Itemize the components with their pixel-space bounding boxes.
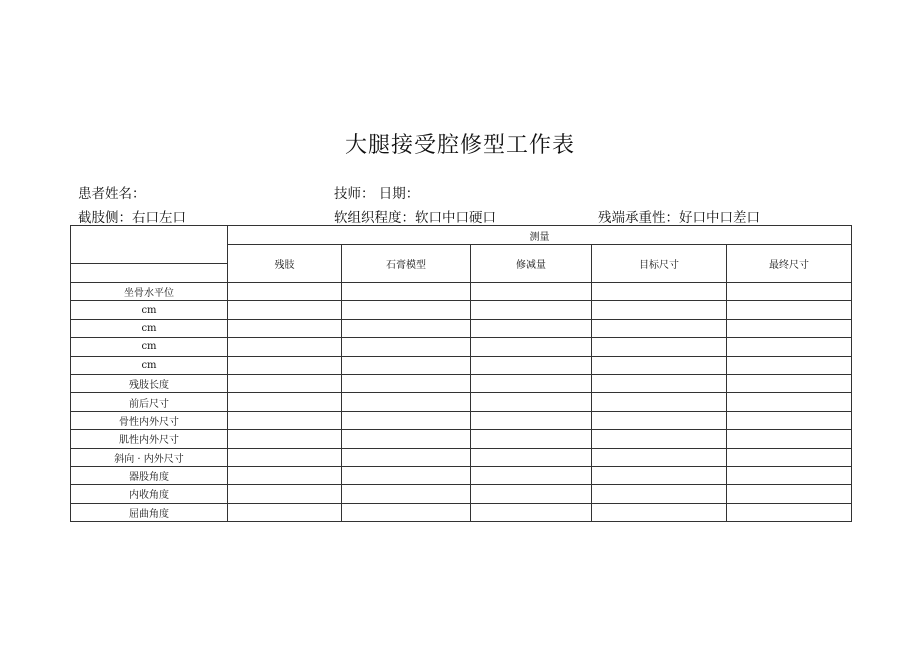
measurement-cell[interactable] [592,466,727,484]
table-row [71,393,852,411]
measurement-cell[interactable] [342,319,471,337]
table-row [71,301,852,319]
row-label: 骨性内外尺寸 [71,411,228,429]
table-row [71,356,852,374]
measurement-cell[interactable] [592,301,727,319]
measurement-cell[interactable] [228,503,342,521]
column-header: 修减量 [471,245,592,283]
measurement-cell[interactable] [342,411,471,429]
measurement-cell[interactable] [727,448,852,466]
table-row [71,503,852,521]
measurement-cell[interactable] [727,411,852,429]
table-subheader-row-a [71,245,852,264]
patient-name-field [78,182,146,202]
measurement-cell[interactable] [228,466,342,484]
measurement-cell[interactable] [727,374,852,392]
soft-tissue-options: 软口中口硬口 [415,210,496,226]
measurement-cell[interactable] [228,338,342,356]
row-label: 内收角度 [71,485,228,503]
table-row [71,448,852,466]
amputation-side-options: 右口左口 [132,210,186,226]
measurement-cell[interactable] [592,411,727,429]
table-row [71,485,852,503]
measurement-cell[interactable] [592,430,727,448]
measurement-cell[interactable] [471,430,592,448]
measurement-cell[interactable] [471,374,592,392]
measurement-cell[interactable] [471,448,592,466]
table-row [71,319,852,337]
amputation-side-field [78,206,186,226]
measurement-cell[interactable] [228,301,342,319]
measurement-cell[interactable] [228,411,342,429]
measurement-cell[interactable] [342,301,471,319]
column-header: 最终尺寸 [727,245,852,283]
measurement-group-header: 测量 [228,226,852,245]
table-row [71,411,852,429]
row-label: 肌性内外尺寸 [71,430,228,448]
corner-cell-bottom [71,264,228,283]
row-label: 器股角度 [71,466,228,484]
table-group-header-row [71,226,852,245]
measurement-cell[interactable] [727,356,852,374]
measurement-cell[interactable] [592,374,727,392]
column-header: 目标尺寸 [592,245,727,283]
measurement-cell[interactable] [727,485,852,503]
row-label: 斜向 · 内外尺寸 [71,448,228,466]
measurement-cell[interactable] [471,466,592,484]
measurement-cell[interactable] [592,319,727,337]
amputation-side-label: 截肢侧： [78,210,132,226]
measurement-cell[interactable] [592,393,727,411]
measurement-cell[interactable] [727,430,852,448]
measurement-cell[interactable] [228,393,342,411]
measurement-cell[interactable] [471,485,592,503]
table-row [71,338,852,356]
measurement-cell[interactable] [592,485,727,503]
measurement-cell[interactable] [342,393,471,411]
measurement-cell[interactable] [342,430,471,448]
measurement-cell[interactable] [228,374,342,392]
measurement-cell[interactable] [727,393,852,411]
column-header: 残肢 [228,245,342,283]
measurement-cell[interactable] [727,319,852,337]
measurement-cell[interactable] [592,356,727,374]
measurement-cell[interactable] [342,466,471,484]
measurement-cell[interactable] [228,448,342,466]
row-label: 前后尺寸 [71,393,228,411]
measurement-cell[interactable] [228,283,342,301]
weight-bearing-field [598,206,760,226]
measurement-cell[interactable] [342,503,471,521]
measurement-cell[interactable] [592,338,727,356]
row-label: 屈曲角度 [71,503,228,521]
measurement-cell[interactable] [471,393,592,411]
measurement-cell[interactable] [471,319,592,337]
measurement-cell[interactable] [592,503,727,521]
measurement-cell[interactable] [471,283,592,301]
table-row [71,430,852,448]
technician-date-field [334,182,419,202]
row-label: cm [71,319,228,337]
technician-label: 技师： [334,186,375,202]
table-row [71,374,852,392]
row-label: cm [71,301,228,319]
measurement-cell[interactable] [342,356,471,374]
measurement-cell[interactable] [727,466,852,484]
measurement-cell[interactable] [228,356,342,374]
column-header: 石膏模型 [342,245,471,283]
page-title: 大腿接受腔修型工作表 [344,133,575,158]
corner-cell-top [71,226,228,245]
patient-name-label: 患者姓名： [78,186,146,202]
measurement-cell[interactable] [342,485,471,503]
weight-bearing-options: 好口中口差口 [679,210,760,226]
measurement-cell[interactable] [592,283,727,301]
corner-cell-middle [71,245,228,264]
soft-tissue-field [334,206,496,226]
row-label: 残肢长度 [71,374,228,392]
measurement-cell[interactable] [342,338,471,356]
measurement-cell[interactable] [471,301,592,319]
table-row [71,283,852,301]
measurement-cell[interactable] [228,430,342,448]
measurement-cell[interactable] [592,448,727,466]
measurement-cell[interactable] [471,338,592,356]
weight-bearing-label: 残端承重性： [598,210,679,226]
row-label: 坐骨水平位 [71,283,228,301]
measurement-cell[interactable] [471,356,592,374]
measurement-cell[interactable] [727,301,852,319]
soft-tissue-label: 软组织程度： [334,210,415,226]
measurement-cell[interactable] [342,374,471,392]
measurement-cell[interactable] [727,503,852,521]
date-label: 日期： [378,186,420,202]
measurement-table [70,225,852,522]
measurement-cell[interactable] [471,411,592,429]
measurement-cell[interactable] [228,485,342,503]
measurement-cell[interactable] [342,448,471,466]
measurement-cell[interactable] [727,338,852,356]
measurement-cell[interactable] [342,283,471,301]
measurement-cell[interactable] [727,283,852,301]
table-row [71,466,852,484]
row-label: cm [71,356,228,374]
measurement-cell[interactable] [228,319,342,337]
measurement-cell[interactable] [471,503,592,521]
row-label: cm [71,338,228,356]
